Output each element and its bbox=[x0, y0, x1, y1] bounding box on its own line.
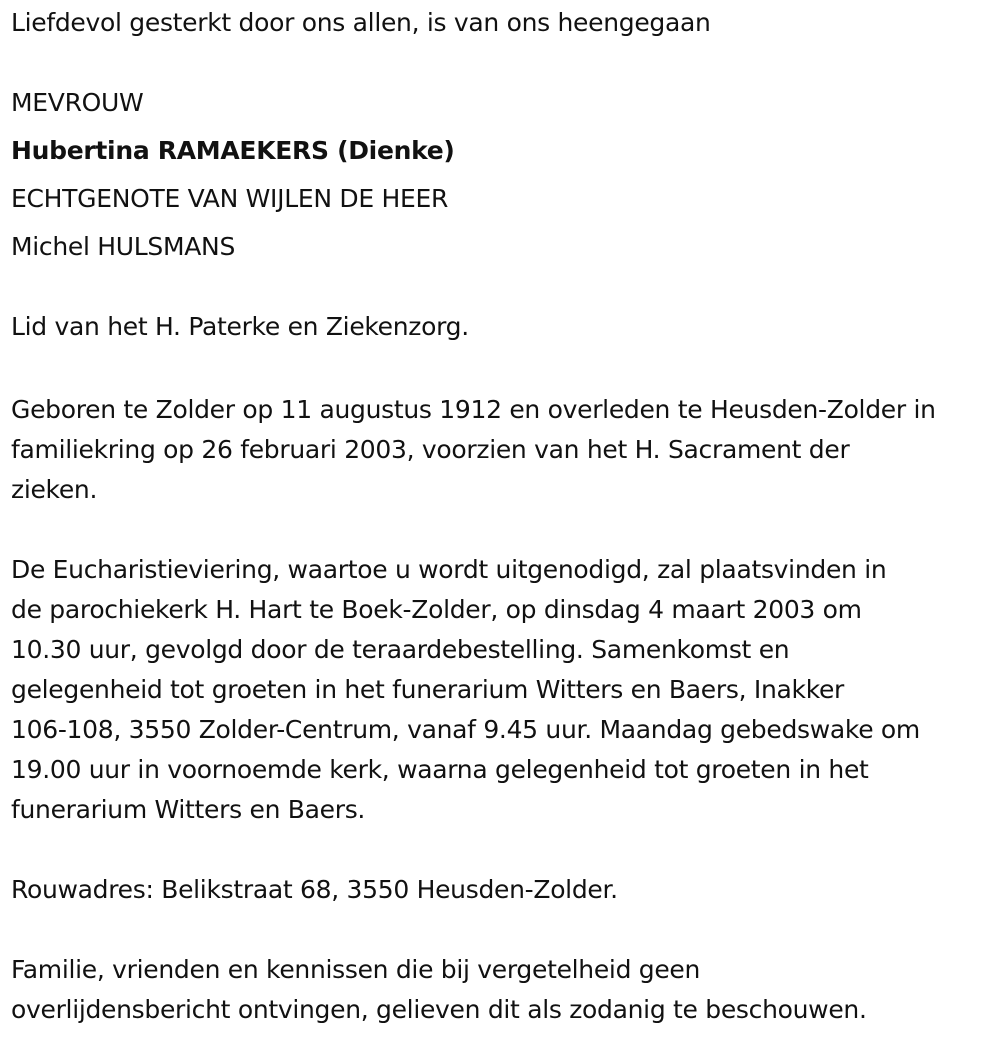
paragraph-line: 10.30 uur, gevolgd door de teraardebestelling. Samenkomst en bbox=[11, 635, 790, 664]
paragraph-line: gelegenheid tot groeten in het funerarium Witters en Baers, Inakker bbox=[11, 675, 845, 704]
closing-paragraph bbox=[11, 950, 996, 1030]
address-paragraph bbox=[11, 870, 996, 910]
ceremony-paragraph bbox=[11, 550, 996, 830]
spouse-name: Michel HULSMANS bbox=[11, 232, 236, 261]
paragraph-line: familiekring op 26 februari 2003, voorzien van het H. Sacrament der bbox=[11, 435, 850, 464]
birth-death-paragraph bbox=[11, 390, 996, 510]
paragraph-line: 19.00 uur in voornoemde kerk, waarna gelegenheid tot groeten in het bbox=[11, 755, 869, 784]
paragraph-line: Familie, vrienden en kennissen die bij vergetelheid geen bbox=[11, 955, 701, 984]
paragraph-line: zieken. bbox=[11, 475, 98, 504]
spouse-label: ECHTGENOTE VAN WIJLEN DE HEER bbox=[11, 184, 449, 213]
paragraph-line: de parochiekerk H. Hart te Boek-Zolder, op dinsdag 4 maart 2003 om bbox=[11, 595, 862, 624]
deceased-name: Hubertina RAMAEKERS (Dienke) bbox=[11, 136, 455, 165]
title-line: MEVROUW bbox=[11, 88, 144, 117]
paragraph-line: Geboren te Zolder op 11 augustus 1912 en overleden te Heusden-Zolder in bbox=[11, 395, 936, 424]
paragraph-line: 106-108, 3550 Zolder-Centrum, vanaf 9.45 uur. Maandag gebedswake om bbox=[11, 715, 920, 744]
paragraph-line: De Eucharistieviering, waartoe u wordt uitgenodigd, zal plaatsvinden in bbox=[11, 555, 887, 584]
paragraph-line: funerarium Witters en Baers. bbox=[11, 795, 366, 824]
address-line: Rouwadres: Belikstraat 68, 3550 Heusden-Zolder. bbox=[11, 875, 618, 904]
intro-line: Liefdevol gesterkt door ons allen, is van ons heengegaan bbox=[11, 8, 711, 37]
membership-line: Lid van het H. Paterke en Ziekenzorg. bbox=[11, 312, 469, 341]
paragraph-line: overlijdensbericht ontvingen, gelieven dit als zodanig te beschouwen. bbox=[11, 995, 867, 1024]
